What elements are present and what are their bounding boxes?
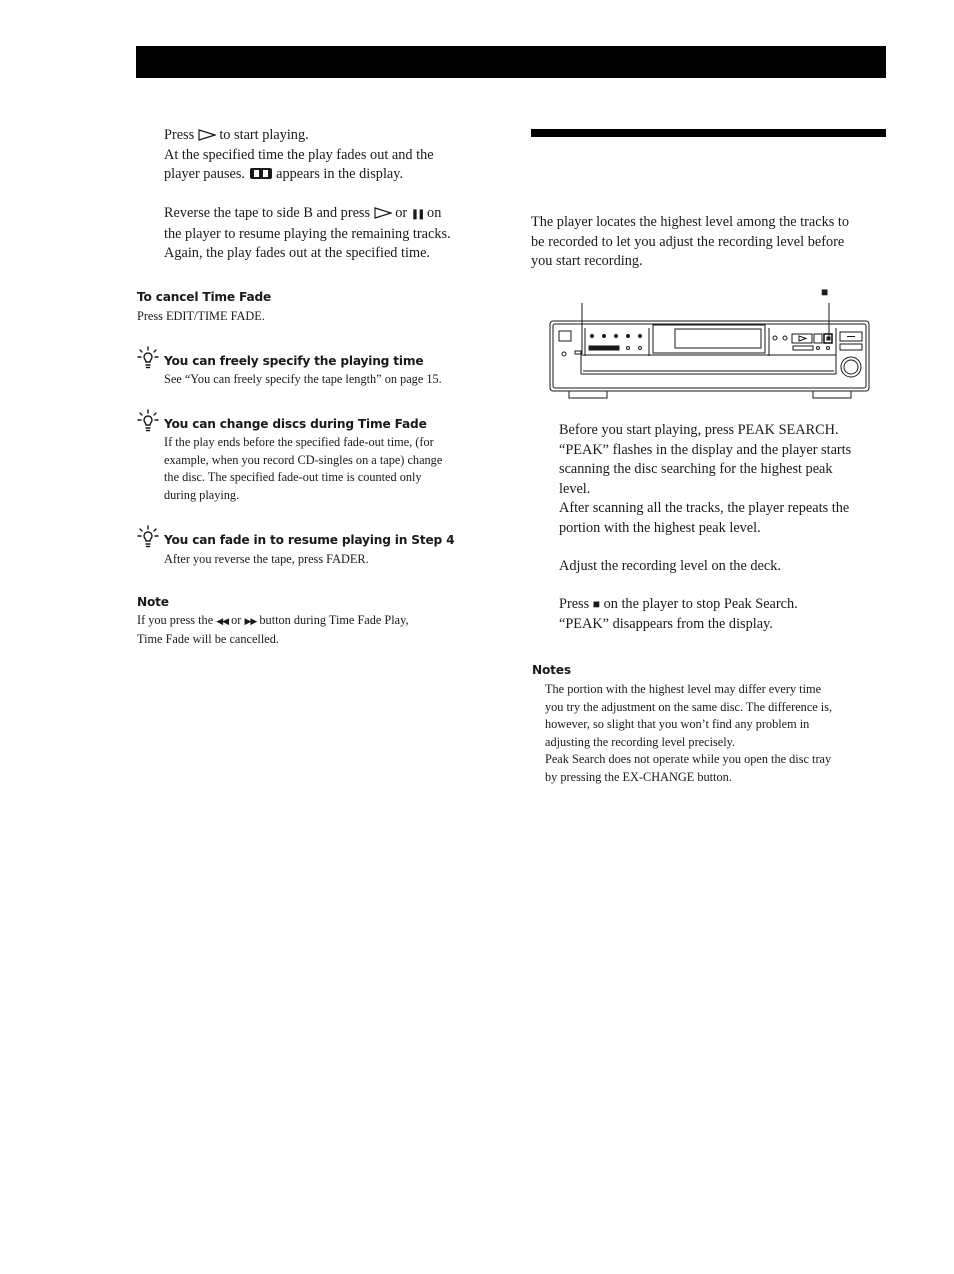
text: scanning the disc searching for the highest peak — [559, 461, 833, 477]
text: during playing. — [164, 487, 240, 502]
text: example, when you record CD-singles on a tape) change — [164, 452, 443, 467]
peak-step-3 — [559, 595, 899, 634]
lightbulb-tip-icon — [137, 409, 159, 433]
peak-step-2 — [559, 557, 899, 577]
stop-icon: ■ — [592, 597, 601, 611]
pause-display-icon — [249, 167, 273, 180]
section-rule — [531, 129, 886, 137]
text: be recorded to let you adjust the recording level before — [531, 233, 845, 250]
text: button during Time Fade Play, — [256, 613, 409, 627]
lightbulb-tip-icon — [137, 525, 159, 549]
step-3 — [164, 126, 504, 185]
text: you start recording. — [531, 253, 643, 269]
note-body — [137, 612, 409, 648]
step-3-line-2: At the specified time the play fades out and the — [164, 146, 434, 163]
tip-2-heading: You can change discs during Time Fade — [164, 417, 427, 431]
text: “PEAK” flashes in the display and the player starts — [559, 441, 852, 458]
text: The player locates the highest level among the tracks to — [531, 214, 849, 230]
text: on — [423, 205, 442, 221]
text: however, so slight that you won’t find any problem in — [545, 717, 810, 732]
lightbulb-tip-icon — [137, 346, 159, 370]
note-line-1 — [137, 612, 409, 631]
step-4-line-1 — [164, 204, 504, 225]
rewind-icon: ◀◀ — [216, 616, 229, 626]
tip-1-body — [164, 371, 442, 389]
step-3-line-1 — [164, 126, 504, 146]
text: on the player to stop Peak Search. — [600, 596, 798, 612]
text: appears in the display. — [272, 166, 404, 182]
cancel-text: Press EDIT/TIME FADE. — [137, 309, 265, 323]
text: or — [228, 613, 245, 627]
play-icon — [198, 129, 216, 141]
note-heading: Note — [137, 595, 169, 609]
cancel-heading: To cancel Time Fade — [137, 290, 272, 304]
text: Reverse the tape to side B and press — [164, 205, 374, 221]
text: level. — [559, 480, 591, 497]
text: If you press the — [137, 613, 217, 627]
player-body — [550, 321, 869, 391]
intro-paragraph — [531, 213, 891, 272]
text: by pressing the EX-CHANGE button. — [545, 769, 732, 784]
text: The portion with the highest level may differ every time — [545, 682, 822, 696]
note-line-2: Time Fade will be cancelled. — [137, 631, 279, 646]
fast-forward-icon: ▶▶ — [244, 616, 257, 626]
text: the disc. The specified fade-out time is counted only — [164, 470, 422, 485]
text: you try the adjustment on the same disc. The difference is, — [545, 699, 833, 714]
tip-1-heading: You can freely specify the playing time — [164, 354, 424, 368]
tip-2-body — [164, 434, 442, 504]
play-icon — [374, 207, 392, 219]
text: portion with the highest peak level. — [559, 519, 761, 536]
text: Press — [559, 596, 593, 612]
text: After you reverse the tape, press FADER. — [164, 552, 369, 566]
text: Adjust the recording level on the deck. — [559, 558, 781, 574]
text: See “You can freely specify the tape length” on page 15. — [164, 372, 442, 386]
step-3-line-3 — [164, 165, 504, 185]
tip-3-body — [164, 551, 369, 569]
pause-icon: ❚❚ — [410, 209, 424, 220]
peak-step-3-line-1 — [559, 595, 899, 615]
tip-3-heading: You can fade in to resume playing in Step 4 — [164, 533, 455, 547]
notes-body — [545, 681, 890, 787]
text: player pauses. — [164, 166, 249, 182]
text: Press — [164, 127, 198, 143]
text: Before you start playing, press PEAK SEARCH. — [559, 422, 839, 438]
step-4-line-2: the player to resume playing the remaining tracks. — [164, 225, 451, 242]
notes-heading: Notes — [532, 663, 571, 677]
page-header-bar — [136, 46, 886, 78]
peak-step-3-line-2: “PEAK” disappears from the display. — [559, 615, 773, 632]
text: adjusting the recording level precisely. — [545, 734, 736, 749]
cd-player-diagram — [545, 298, 875, 402]
text: After scanning all the tracks, the player repeats the — [559, 500, 850, 516]
text: Peak Search does not operate while you open the disc tray — [545, 752, 832, 767]
text: If the play ends before the specified fade-out time, (for — [164, 435, 434, 449]
text: to start playing. — [215, 127, 309, 143]
step-4-line-3: Again, the play fades out at the specified time. — [164, 245, 430, 261]
step-4 — [164, 204, 504, 264]
stop-symbol-label: ■ — [821, 285, 829, 299]
text: or — [391, 205, 411, 221]
peak-step-1 — [559, 421, 899, 538]
